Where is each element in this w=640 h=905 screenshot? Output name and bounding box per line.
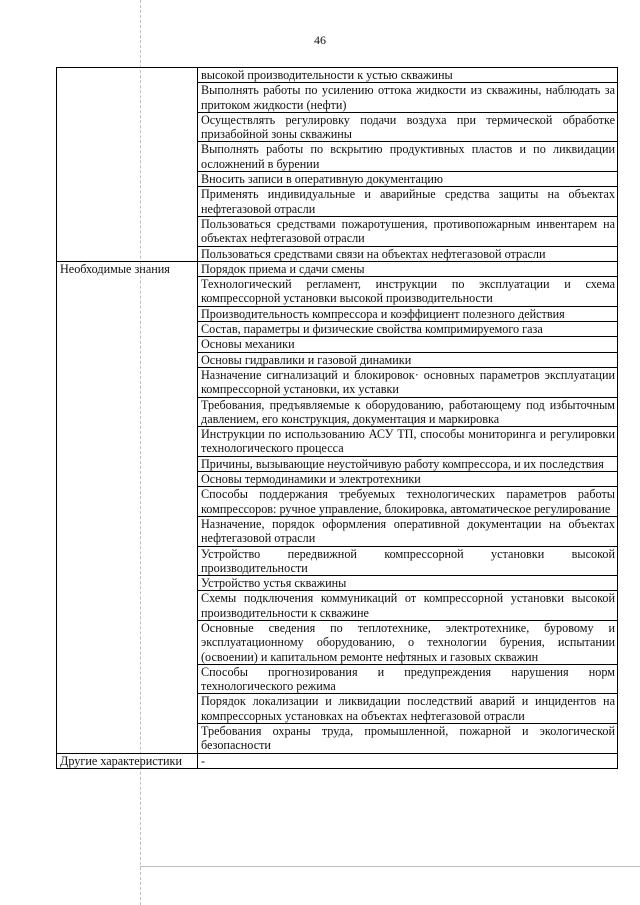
requirement-text: Вносить записи в оперативную документацию: [198, 172, 618, 187]
requirement-text: Устройство передвижной компрессорной установки высокой производительности: [198, 546, 618, 576]
requirement-text: Требования охраны труда, промышленной, пожарной и экологической безопасности: [198, 724, 618, 754]
requirement-text: Требования, предъявляемые к оборудованию, работающему под избыточным давлением, его конструкция, документация и маркировка: [198, 397, 618, 427]
requirement-text: Инструкции по использованию АСУ ТП, способы мониторинга и регулировки технологического процесса: [198, 427, 618, 457]
requirement-text: Выполнять работы по усилению оттока жидкости из скважины, наблюдать за притоком жидкости (нефти): [198, 83, 618, 113]
group-label: Необходимые знания: [57, 261, 198, 753]
requirement-text: Схемы подключения коммуникаций от компрессорной установки высокой производительности к скважине: [198, 591, 618, 621]
requirement-text: Устройство устья скважины: [198, 576, 618, 591]
requirement-text: Технологический регламент, инструкции по эксплуатации и схема компрессорной установки высокой производительности: [198, 277, 618, 307]
table-row: [57, 261, 618, 276]
requirement-text: Основные сведения по теплотехнике, электротехнике, буровому и эксплуатационному оборудованию, о технологии бурения, испытании (освоении) и капитальном ремонте нефтяных и газовых скважин: [198, 620, 618, 664]
requirements-table: [56, 67, 618, 769]
page-number: 46: [314, 33, 326, 47]
requirement-text: Основы механики: [198, 337, 618, 352]
requirement-text: Состав, параметры и физические свойства компримируемого газа: [198, 322, 618, 337]
requirement-text: Назначение сигнализаций и блокировок· основных параметров эксплуатации компрессорной установки, их уставки: [198, 367, 618, 397]
requirement-text: Производительность компрессора и коэффициент полезного действия: [198, 306, 618, 321]
requirement-text: Пользоваться средствами пожаротушения, противопожарным инвентарем на объектах нефтегазовой отрасли: [198, 216, 618, 246]
requirement-text: Применять индивидуальные и аварийные средства защиты на объектах нефтегазовой отрасли: [198, 187, 618, 217]
requirement-text: Порядок локализации и ликвидации последствий аварий и инцидентов на компрессорных установках на объектах нефтегазовой отрасли: [198, 694, 618, 724]
table-row: [57, 753, 618, 768]
requirements-table-body: [57, 68, 618, 769]
table-row: [57, 68, 618, 83]
requirement-text: Пользоваться средствами связи на объектах нефтегазовой отрасли: [198, 246, 618, 261]
requirement-text: Способы поддержания требуемых технологических параметров работы компрессоров: ручное управление, блокировка, автоматическое регулирование: [198, 487, 618, 517]
requirement-text: Назначение, порядок оформления оперативной документации на объектах нефтегазовой отрасли: [198, 516, 618, 546]
bottom-margin-rule: [140, 866, 640, 867]
requirement-text: Выполнять работы по вскрытию продуктивных пластов и по ликвидации осложнений в бурении: [198, 142, 618, 172]
requirement-text: Основы термодинамики и электротехники: [198, 472, 618, 487]
group-label: Другие характеристики: [57, 753, 198, 768]
requirement-text: -: [198, 753, 618, 768]
requirement-text: высокой производительности к устью скважины: [198, 68, 618, 83]
requirement-text: Основы гидравлики и газовой динамики: [198, 352, 618, 367]
requirement-text: Осуществлять регулировку подачи воздуха при термической обработке призабойной зоны скважины: [198, 112, 618, 142]
group-label: [57, 68, 198, 262]
requirement-text: Порядок приема и сдачи смены: [198, 261, 618, 276]
requirement-text: Причины, вызывающие неустойчивую работу компрессора, и их последствия: [198, 456, 618, 471]
requirement-text: Способы прогнозирования и предупреждения нарушения норм технологического режима: [198, 664, 618, 694]
